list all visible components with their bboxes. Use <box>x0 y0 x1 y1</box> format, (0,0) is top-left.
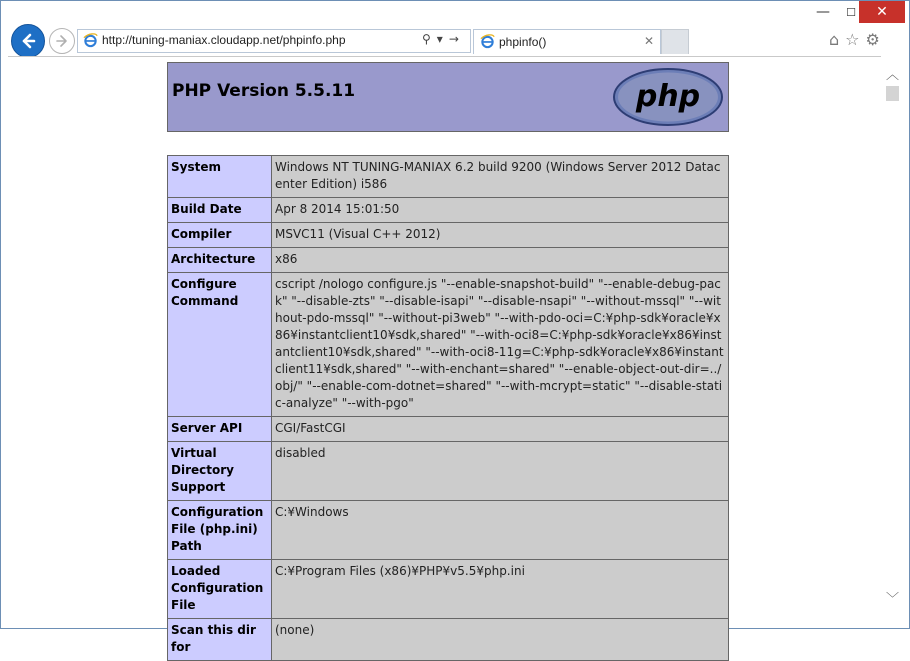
phpinfo-table <box>167 155 729 661</box>
address-text[interactable]: http://tuning-maniax.cloudapp.net/phpinfo.php <box>102 33 346 47</box>
row-value: cscript /nologo configure.js "--enable-snapshot-build" "--enable-debug-pack" "--disable-zts" "--disable-isapi" "--disable-nsapi" "--without-mssql" "--without-pdo-mssql" "--without-pi3web" "--with-pdo-oci=C:¥php-sdk¥oracle¥x86¥instantclient10¥sdk,shared" "--with-oci8=C:¥php-sdk¥oracle¥x86¥instantclient10¥sdk,shared" "--with-oci8-11g=C:¥php-sdk¥oracle¥x86¥instantclient11¥sdk,shared" "--with-enchant=shared" "--enable-object-out-dir=../obj/" "--enable-com-dotnet=shared" "--with-mcrypt=static" "--disable-static-analyze" "--with-pgo" <box>272 273 729 417</box>
table-row <box>168 248 729 273</box>
row-value: Apr 8 2014 15:01:50 <box>272 198 729 223</box>
go-icon[interactable]: → <box>448 32 459 46</box>
row-key: Build Date <box>168 198 272 223</box>
tab-close-icon[interactable]: ✕ <box>644 34 655 48</box>
back-button[interactable] <box>11 24 45 58</box>
forward-button[interactable] <box>49 28 75 54</box>
title-bar <box>1 1 909 25</box>
table-row <box>168 156 729 198</box>
table-row <box>168 273 729 417</box>
table-row <box>168 619 729 661</box>
svg-text:php: php <box>635 79 701 114</box>
back-arrow-icon <box>18 31 38 51</box>
phpinfo-content <box>167 62 729 661</box>
ie-page-icon <box>83 33 98 48</box>
php-header <box>167 62 729 132</box>
ie-tab-icon <box>480 34 495 49</box>
row-value: C:¥Program Files (x86)¥PHP¥v5.5¥php.ini <box>272 560 729 619</box>
row-key: Architecture <box>168 248 272 273</box>
address-bar[interactable] <box>77 29 471 53</box>
row-key: Configuration File (php.ini) Path <box>168 501 272 560</box>
scroll-up-icon[interactable]: ︿ <box>886 68 900 83</box>
row-value: x86 <box>272 248 729 273</box>
row-value: C:¥Windows <box>272 501 729 560</box>
favorites-star-icon[interactable]: ☆ <box>845 30 860 49</box>
row-key: System <box>168 156 272 198</box>
row-value: MSVC11 (Visual C++ 2012) <box>272 223 729 248</box>
tab-title: phpinfo() <box>499 35 547 49</box>
row-value: (none) <box>272 619 729 661</box>
forward-arrow-icon <box>55 34 69 48</box>
row-value: disabled <box>272 442 729 501</box>
php-logo <box>612 67 724 127</box>
row-value: Windows NT TUNING-MANIAX 6.2 build 9200 (Windows Server 2012 Datacenter Edition) i586 <box>272 156 729 198</box>
table-row <box>168 417 729 442</box>
table-row <box>168 442 729 501</box>
scroll-thumb[interactable] <box>886 86 899 101</box>
row-value: CGI/FastCGI <box>272 417 729 442</box>
row-key: Server API <box>168 417 272 442</box>
vertical-scrollbar[interactable] <box>882 56 902 624</box>
tab-phpinfo[interactable] <box>473 29 661 54</box>
dropdown-icon[interactable]: ▾ <box>436 32 443 46</box>
row-key: Configure Command <box>168 273 272 417</box>
row-key: Scan this dir for <box>168 619 272 661</box>
table-row <box>168 223 729 248</box>
search-icon[interactable]: ⚲ <box>422 32 431 46</box>
table-row <box>168 198 729 223</box>
close-button[interactable]: ✕ <box>859 1 905 23</box>
scroll-down-icon[interactable]: ﹀ <box>886 592 900 607</box>
settings-gear-icon[interactable]: ⚙ <box>865 30 880 49</box>
row-key: Virtual Directory Support <box>168 442 272 501</box>
php-version-title: PHP Version 5.5.11 <box>172 81 356 101</box>
row-key: Loaded Configuration File <box>168 560 272 619</box>
new-tab-button[interactable] <box>661 29 689 54</box>
page-viewport <box>8 56 881 654</box>
table-row <box>168 560 729 619</box>
toolbar-icons <box>829 30 880 49</box>
address-tools <box>422 32 459 46</box>
home-icon[interactable]: ⌂ <box>829 30 840 49</box>
table-row <box>168 501 729 560</box>
row-key: Compiler <box>168 223 272 248</box>
minimize-button[interactable]: — <box>816 4 830 20</box>
maximize-button[interactable]: ☐ <box>846 5 856 19</box>
